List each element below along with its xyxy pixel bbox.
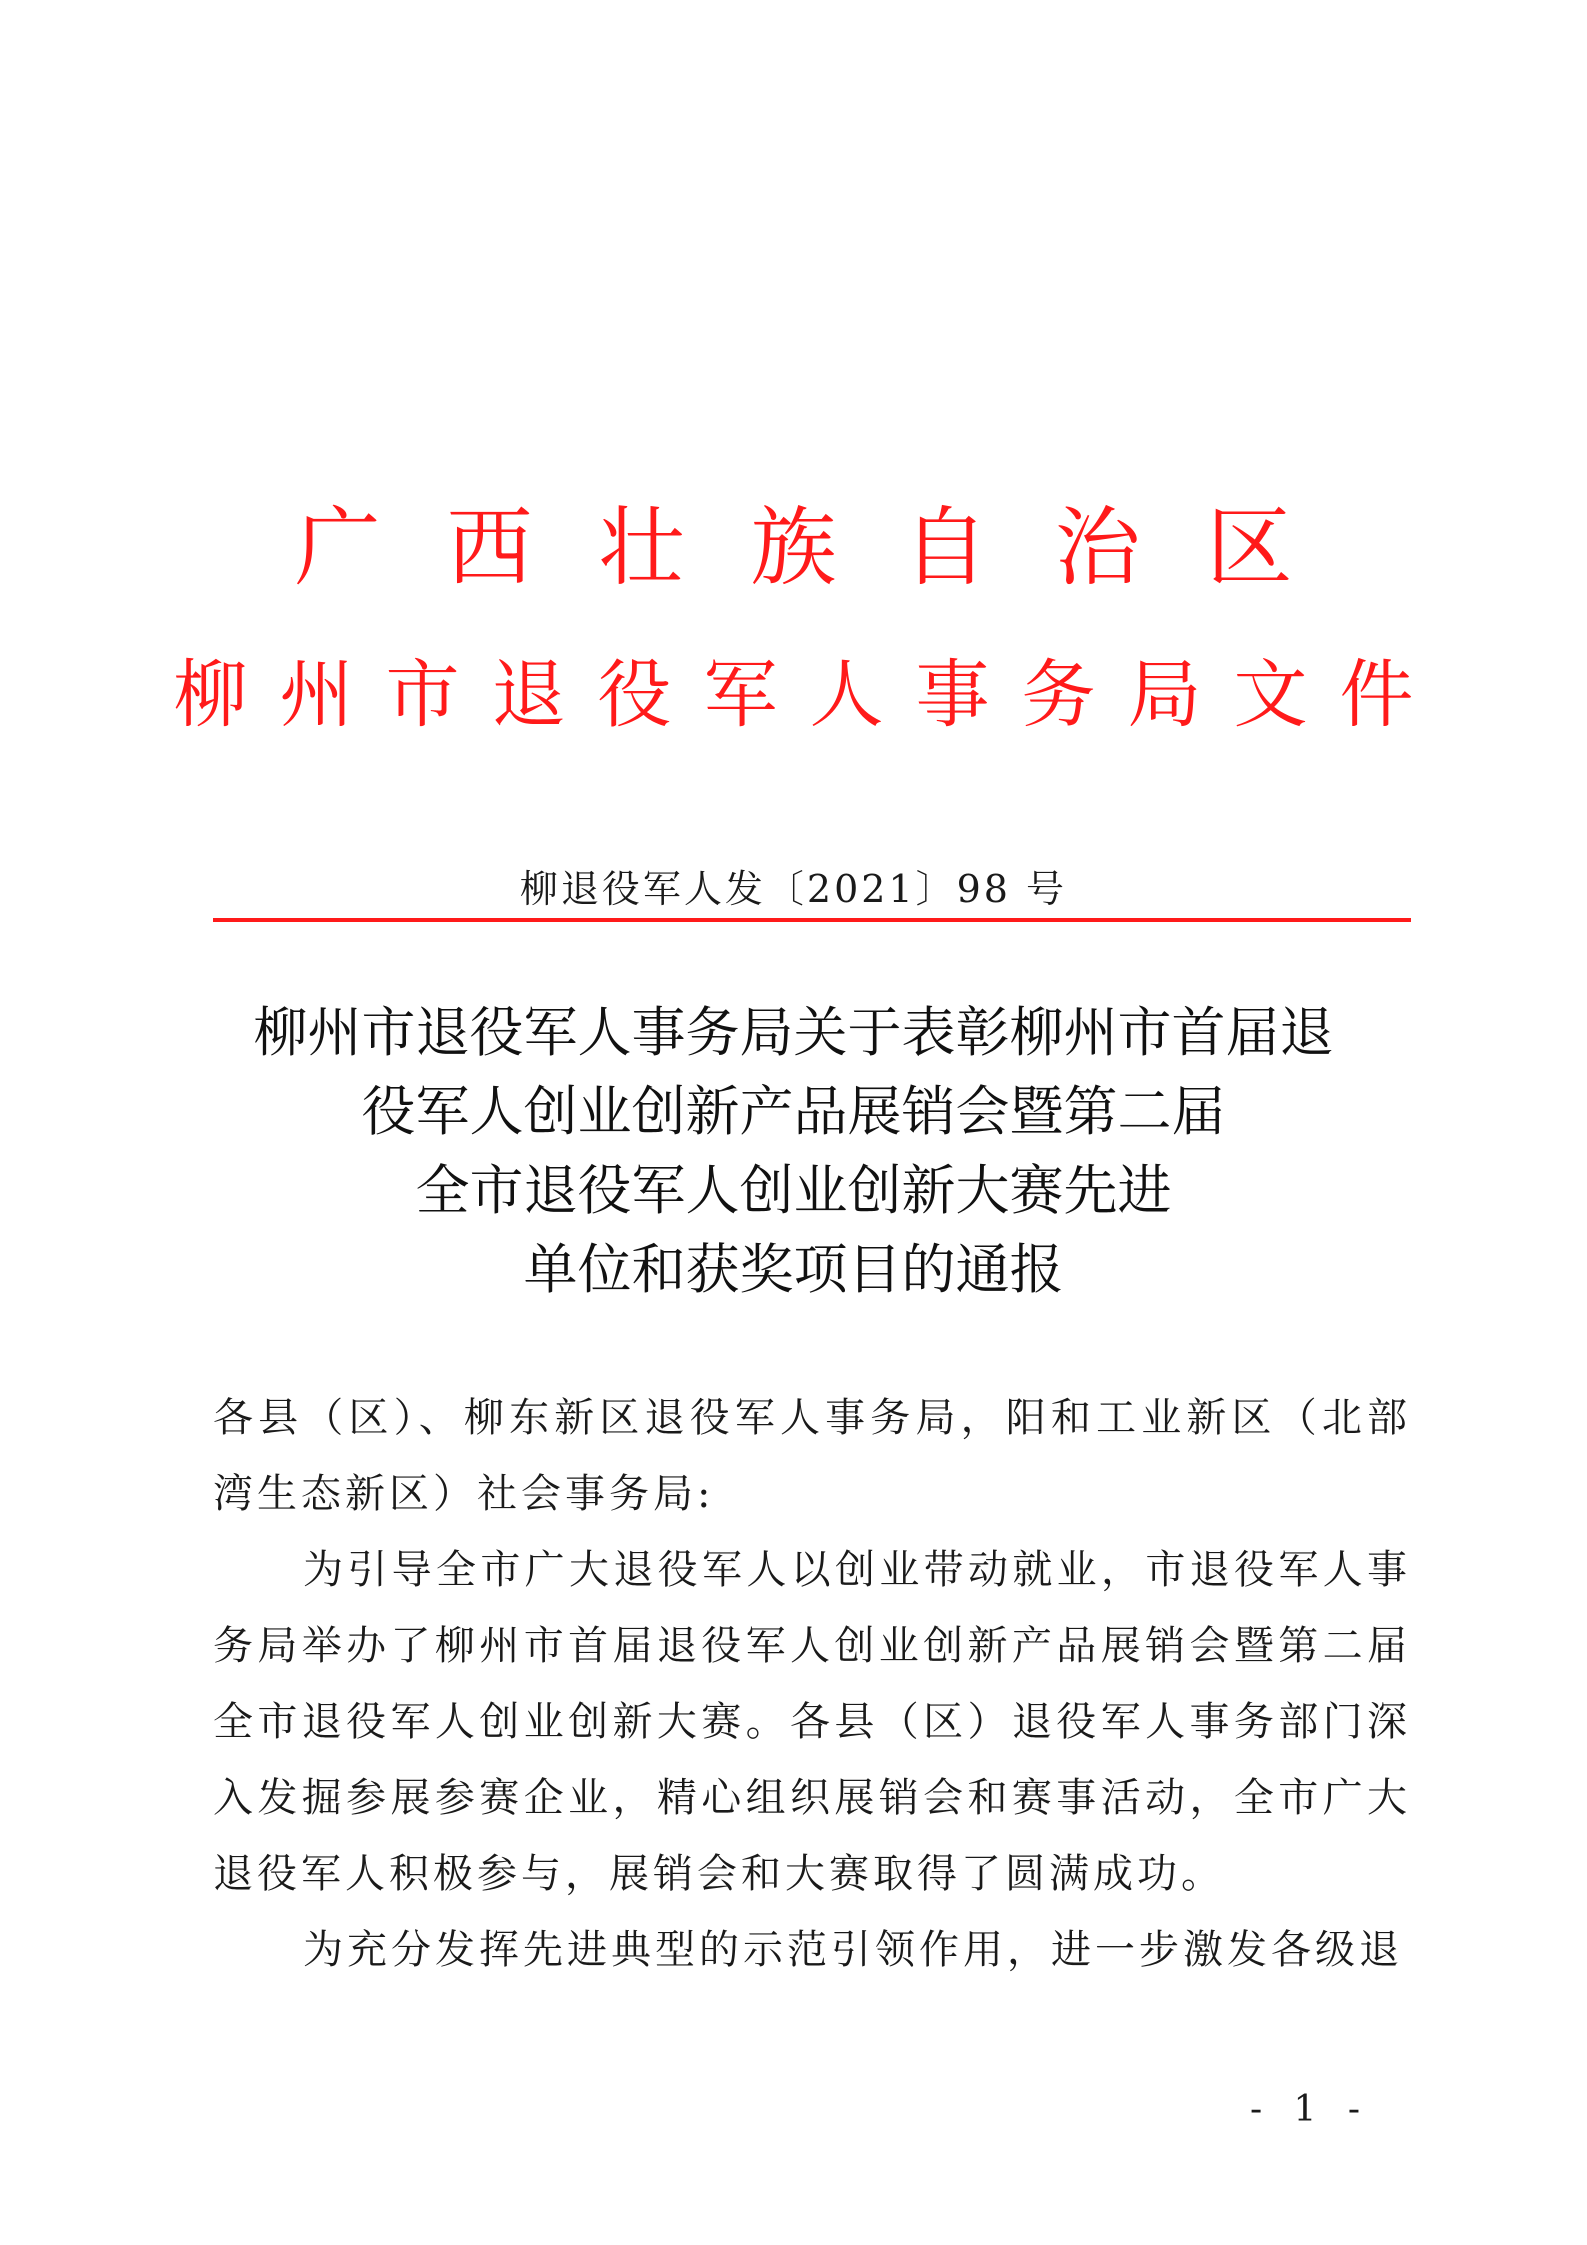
body-paragraph-1: 为引导全市广大退役军人以创业带动就业，市退役军人事务局举办了柳州市首届退役军人创业创新产品展销会暨第二届全市退役军人创业创新大赛。各县（区）退役军人事务部门深入发掘参展参赛企业，精心组织展销会和赛事活动，全市广大退役军人积极参与，展销会和大赛取得了圆满成功。 bbox=[213, 1547, 1411, 1897]
page-number: - 1 - bbox=[1249, 2089, 1371, 2130]
title-line-1: 柳州市退役军人事务局关于表彰柳州市首届退 bbox=[253, 1001, 1334, 1064]
header-region-name: 广西壮族自治区 bbox=[294, 498, 1359, 598]
title-line-3: 全市退役军人创业创新大赛先进 bbox=[415, 1159, 1172, 1222]
header-issuer-name: 柳州市退役军人事务局文件 bbox=[173, 652, 1446, 738]
body-paragraph-2: 为充分发挥先进典型的示范引领作用，进一步激发各级退 bbox=[303, 1927, 1403, 1973]
red-separator-line bbox=[213, 918, 1411, 922]
document-number: 柳退役军人发〔2021〕98 号 bbox=[519, 867, 1068, 911]
title-line-2: 役军人创业创新产品展销会暨第二届 bbox=[361, 1080, 1226, 1143]
addressee-paragraph: 各县（区）、柳东新区退役军人事务局，阳和工业新区（北部湾生态新区）社会事务局: bbox=[213, 1395, 1411, 1517]
title-line-4: 单位和获奖项目的通报 bbox=[523, 1238, 1064, 1301]
